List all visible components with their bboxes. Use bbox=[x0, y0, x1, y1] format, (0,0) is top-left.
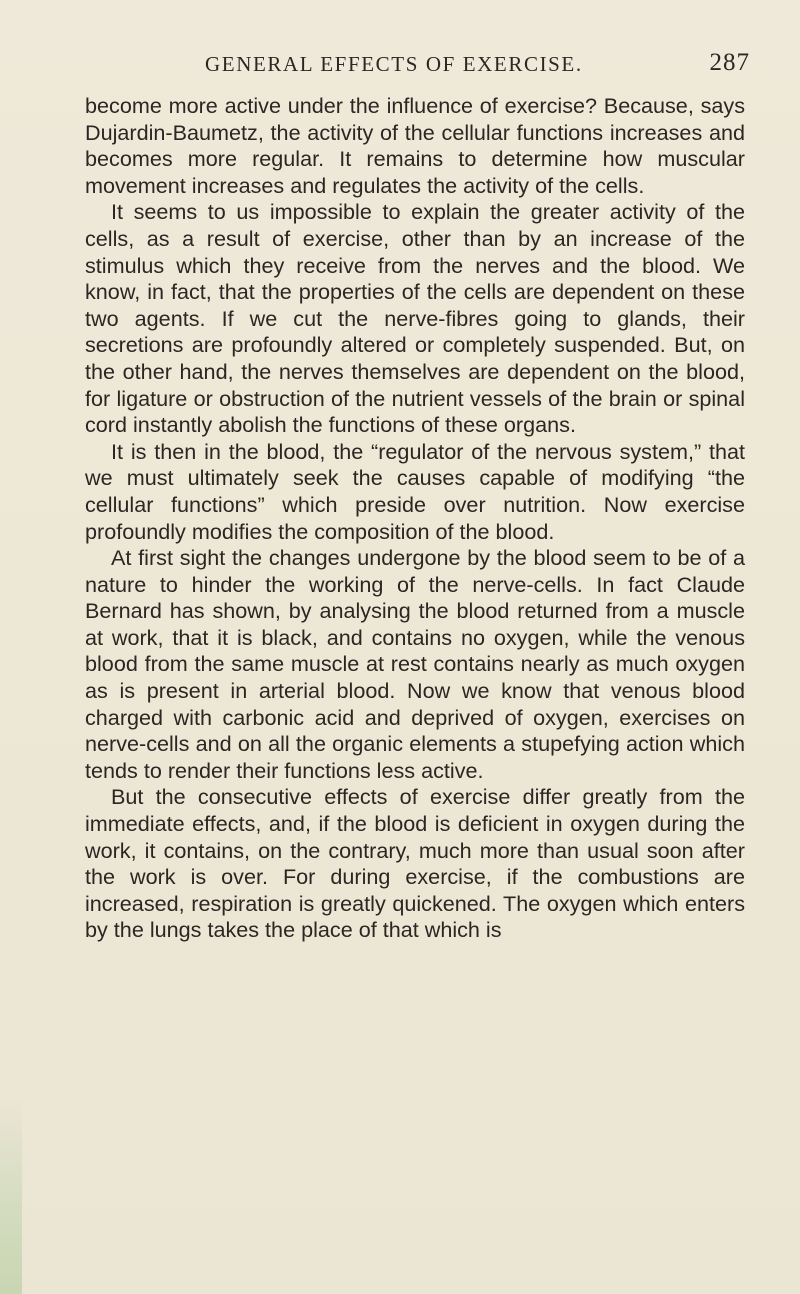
paragraph: It is then in the blood, the “regulator of the nervous system,” that we must ultimately seek the causes capable of modifying “the cellular functions” which preside over nutrition. Now exercise profoundly modifies the composition of the blood. bbox=[85, 438, 745, 544]
paragraph: But the consecutive effects of exercise differ greatly from the immediate effects, and, if the blood is deficient in oxygen during the work, it contains, on the contrary, much more than usual soon after the work is over. For during exercise, if the combustions are increased, respiration is greatly quickened. The oxygen which enters by the lungs takes the place of that which is bbox=[85, 784, 745, 943]
page-number: 287 bbox=[709, 49, 750, 76]
running-header bbox=[60, 49, 750, 86]
paragraph-continuation: become more active under the influence of exercise? Because, says Dujardin-Baumetz, the activity of the cellular functions increases and becomes more regular. It remains to determine how muscular movement increases and regulates the activity of the cells. bbox=[85, 93, 745, 198]
body-text bbox=[85, 93, 745, 944]
page-edge-shadow bbox=[0, 1100, 22, 1294]
paragraph: It seems to us impossible to explain the greater activity of the cells, as a result of exercise, other than by an increase of the stimulus which they receive from the nerves and the blood. We know, in fact, that the properties of the cells are dependent on these two agents. If we cut the nerve-fibres going to glands, their secretions are profoundly altered or completely suspended. But, on the other hand, the nerves themselves are dependent on the blood, for ligature or obstruction of the nutrient vessels of the brain or spinal cord instantly abolish the functions of these organs. bbox=[85, 199, 745, 438]
running-title: GENERAL EFFECTS OF EXERCISE. bbox=[205, 52, 583, 76]
paragraph: At first sight the changes undergone by the blood seem to be of a nature to hinder the working of the nerve-cells. In fact Claude Bernard has shown, by analysing the blood returned from a muscle at work, that it is black, and contains no oxygen, while the venous blood from the same muscle at rest contains nearly as much oxygen as is present in arterial blood. Now we know that venous blood charged with carbonic acid and deprived of oxygen, exercises on nerve-cells and on all the organic elements a stupefying action which tends to render their functions less active. bbox=[85, 545, 745, 783]
